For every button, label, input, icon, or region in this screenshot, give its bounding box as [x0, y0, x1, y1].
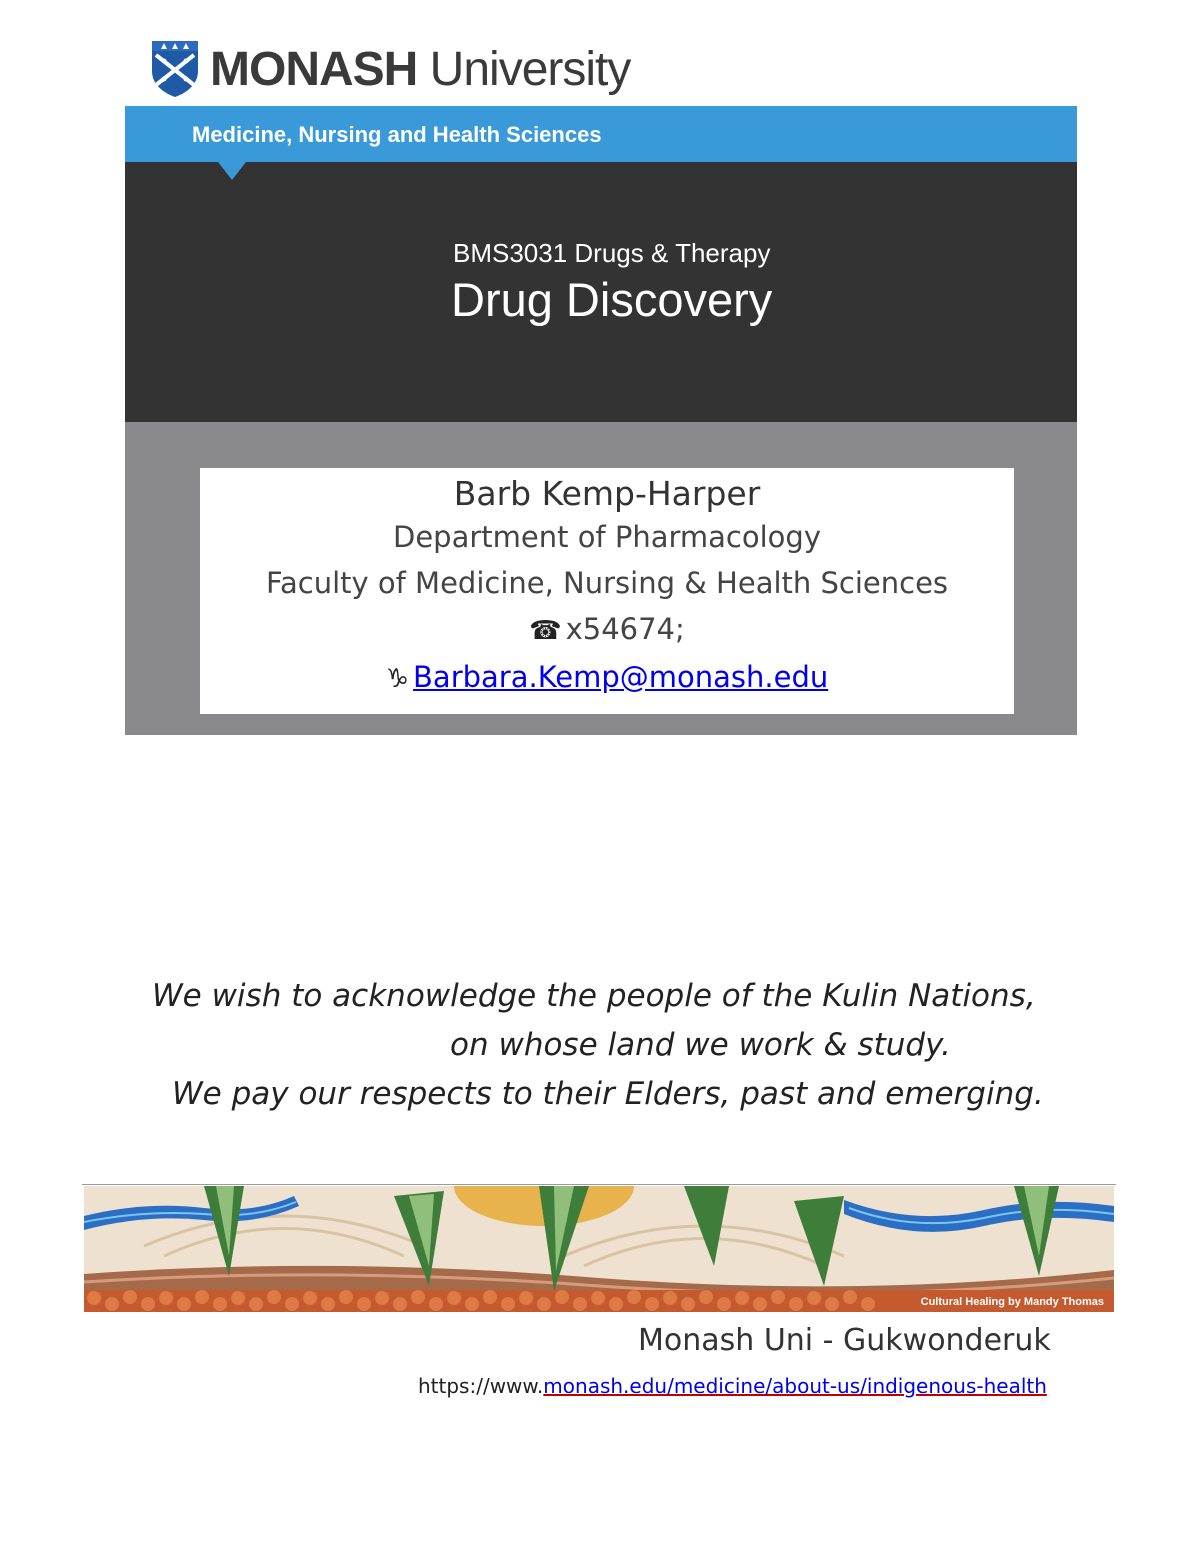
- presenter-faculty: Faculty of Medicine, Nursing & Health Sciences: [265, 566, 949, 600]
- acknowledgement-line-1: We wish to acknowledge the people of the Kulin Nations,: [152, 978, 1036, 1014]
- title-panel: [125, 162, 1077, 422]
- monash-logo: [150, 38, 630, 100]
- lecture-title: Drug Discovery: [451, 273, 773, 326]
- title-slide: [125, 106, 1077, 735]
- artwork-credit: Cultural Healing by Mandy Thomas: [920, 1296, 1104, 1308]
- presenter-email: [200, 654, 1014, 702]
- faculty-banner-text: Medicine, Nursing and Health Sciences: [192, 122, 602, 147]
- url-link[interactable]: monash.edu/medicine/about-us/indigenous-health: [543, 1374, 1047, 1398]
- divider: [82, 1184, 1116, 1185]
- banner-pointer: [218, 162, 246, 180]
- artwork-image: [84, 1186, 1114, 1312]
- course-code: BMS3031 Drugs & Therapy: [453, 238, 771, 268]
- presenter-name: Barb Kemp-Harper: [453, 474, 761, 513]
- acknowledgement-line-3: We pay our respects to their Elders, past and emerging.: [172, 1076, 1044, 1112]
- indigenous-artwork-banner: [84, 1186, 1114, 1312]
- url-prefix: https://www.: [418, 1374, 544, 1398]
- gukwonderuk-title: Monash Uni - Gukwonderuk: [638, 1323, 1051, 1358]
- email-link[interactable]: Barbara.Kemp@monash.edu: [413, 660, 829, 694]
- indigenous-health-url[interactable]: [418, 1374, 1047, 1398]
- phone-number: x54674;: [565, 612, 685, 646]
- logo-wordmark: MONASH University: [210, 42, 631, 96]
- acknowledgement-line-2: on whose land we work & study.: [450, 1027, 951, 1063]
- presenter-phone: [200, 606, 1014, 654]
- presenter-department: Department of Pharmacology: [392, 520, 821, 554]
- acknowledgement-of-country: [0, 972, 1200, 1119]
- monash-crest-icon: [150, 39, 200, 99]
- phone-icon: ☎: [529, 616, 562, 646]
- faculty-banner: [125, 106, 1077, 162]
- email-icon: ♑: [385, 664, 410, 694]
- presenter-card: [200, 468, 1014, 714]
